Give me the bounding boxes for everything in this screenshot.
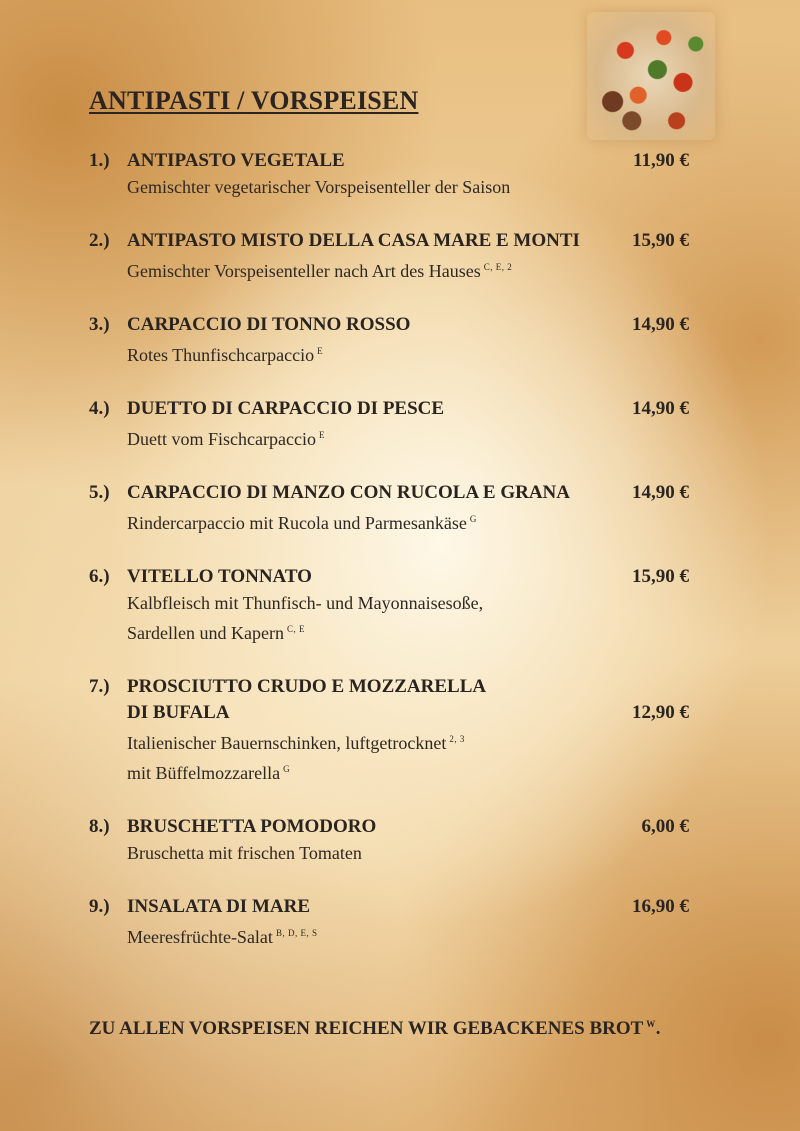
menu-item-description <box>89 254 689 284</box>
menu-item-price: 15,90 € <box>632 230 689 251</box>
allergen-codes: G <box>469 514 477 524</box>
menu-item-price: 12,90 € <box>632 702 689 723</box>
menu-item-row <box>89 700 689 726</box>
allergen-codes: 2, 3 <box>449 734 465 744</box>
menu-item <box>89 312 689 368</box>
menu-item <box>89 396 689 452</box>
menu-item-name: PROSCIUTTO CRUDO E MOZZARELLA <box>127 676 487 697</box>
menu-item-number: 2.) <box>89 230 110 251</box>
menu-item-price: 14,90 € <box>632 398 689 419</box>
description-text: Duett vom Fischcarpaccio <box>127 429 316 449</box>
menu-item-name: INSALATA DI MARE <box>127 896 310 917</box>
menu-item <box>89 674 689 786</box>
description-text: Rotes Thunfischcarpaccio <box>127 345 315 365</box>
menu-item-price: 11,90 € <box>633 150 689 171</box>
description-text: Sardellen und Kapern <box>127 623 284 643</box>
menu-item-description <box>89 506 689 536</box>
footer-text: ZU ALLEN VORSPEISEN REICHEN WIR GEBACKENES BROT <box>89 1018 644 1039</box>
antipasto-food-image <box>587 12 715 140</box>
description-text: Gemischter vegetarischer Vorspeisenteller der Saison <box>127 177 511 197</box>
menu-item-number: 1.) <box>89 150 110 171</box>
menu-item-description <box>89 756 689 786</box>
footer-note <box>89 1018 661 1040</box>
menu-item <box>89 228 689 284</box>
menu-item-description <box>89 726 689 756</box>
menu-item-name: ANTIPASTO MISTO DELLA CASA MARE E MONTI <box>127 230 580 251</box>
menu-item-name: CARPACCIO DI MANZO CON RUCOLA E GRANA <box>127 482 570 503</box>
menu-item <box>89 480 689 536</box>
menu-item-row <box>89 564 689 590</box>
menu-item-price: 15,90 € <box>632 566 689 587</box>
menu-item <box>89 148 689 200</box>
menu-item-description <box>89 616 689 646</box>
allergen-codes: C, E, 2 <box>483 262 513 272</box>
menu-item-number: 6.) <box>89 566 110 587</box>
allergen-codes: G <box>283 764 291 774</box>
menu-item-description <box>89 840 689 866</box>
menu-item-name: DUETTO DI CARPACCIO DI PESCE <box>127 398 445 419</box>
menu-item <box>89 564 689 646</box>
menu-item-number: 9.) <box>89 896 110 917</box>
menu-item-number: 8.) <box>89 816 110 837</box>
menu-item-name: ANTIPASTO VEGETALE <box>127 150 345 171</box>
description-text: Italienischer Bauernschinken, luftgetrocknet <box>127 733 447 753</box>
menu-item-name: VITELLO TONNATO <box>127 566 312 587</box>
footer-allergen: W <box>646 1019 656 1029</box>
menu-item-price: 14,90 € <box>632 314 689 335</box>
menu-item-row <box>89 894 689 920</box>
menu-item-row <box>89 228 689 254</box>
allergen-codes: C, E <box>286 624 305 634</box>
description-text: Rindercarpaccio mit Rucola und Parmesankäse <box>127 513 467 533</box>
footer-end: . <box>655 1018 661 1039</box>
menu-item-number: 4.) <box>89 398 110 419</box>
menu-item-number: 7.) <box>89 676 110 697</box>
description-text: Meeresfrüchte-Salat <box>127 927 273 947</box>
menu-item-description <box>89 174 689 200</box>
description-text: mit Büffelmozzarella <box>127 763 281 783</box>
menu-list <box>89 148 689 978</box>
menu-item-name: DI BUFALA <box>127 702 230 723</box>
menu-item-name: CARPACCIO DI TONNO ROSSO <box>127 314 411 335</box>
menu-item-name: BRUSCHETTA POMODORO <box>127 816 377 837</box>
menu-item <box>89 814 689 866</box>
menu-item-row <box>89 480 689 506</box>
menu-item-row <box>89 674 689 700</box>
menu-item-price: 14,90 € <box>632 482 689 503</box>
menu-item-description <box>89 338 689 368</box>
menu-item-price: 6,00 € <box>641 816 689 837</box>
menu-item-price: 16,90 € <box>632 896 689 917</box>
menu-item-row <box>89 312 689 338</box>
description-text: Gemischter Vorspeisenteller nach Art des Hauses <box>127 261 481 281</box>
menu-item-number: 5.) <box>89 482 110 503</box>
description-text: Kalbfleisch mit Thunfisch- und Mayonnaisesoße, <box>127 593 484 613</box>
menu-title: ANTIPASTI / VORSPEISEN <box>89 86 419 115</box>
menu-item-description <box>89 920 689 950</box>
allergen-codes: E <box>317 346 324 356</box>
menu-item-row <box>89 148 689 174</box>
allergen-codes: E <box>318 430 325 440</box>
allergen-codes: B, D, E, S <box>275 928 318 938</box>
menu-item-description <box>89 590 689 616</box>
menu-item-number: 3.) <box>89 314 110 335</box>
menu-item <box>89 894 689 950</box>
menu-item-row <box>89 814 689 840</box>
description-text: Bruschetta mit frischen Tomaten <box>127 843 362 863</box>
menu-item-description <box>89 422 689 452</box>
menu-item-row <box>89 396 689 422</box>
